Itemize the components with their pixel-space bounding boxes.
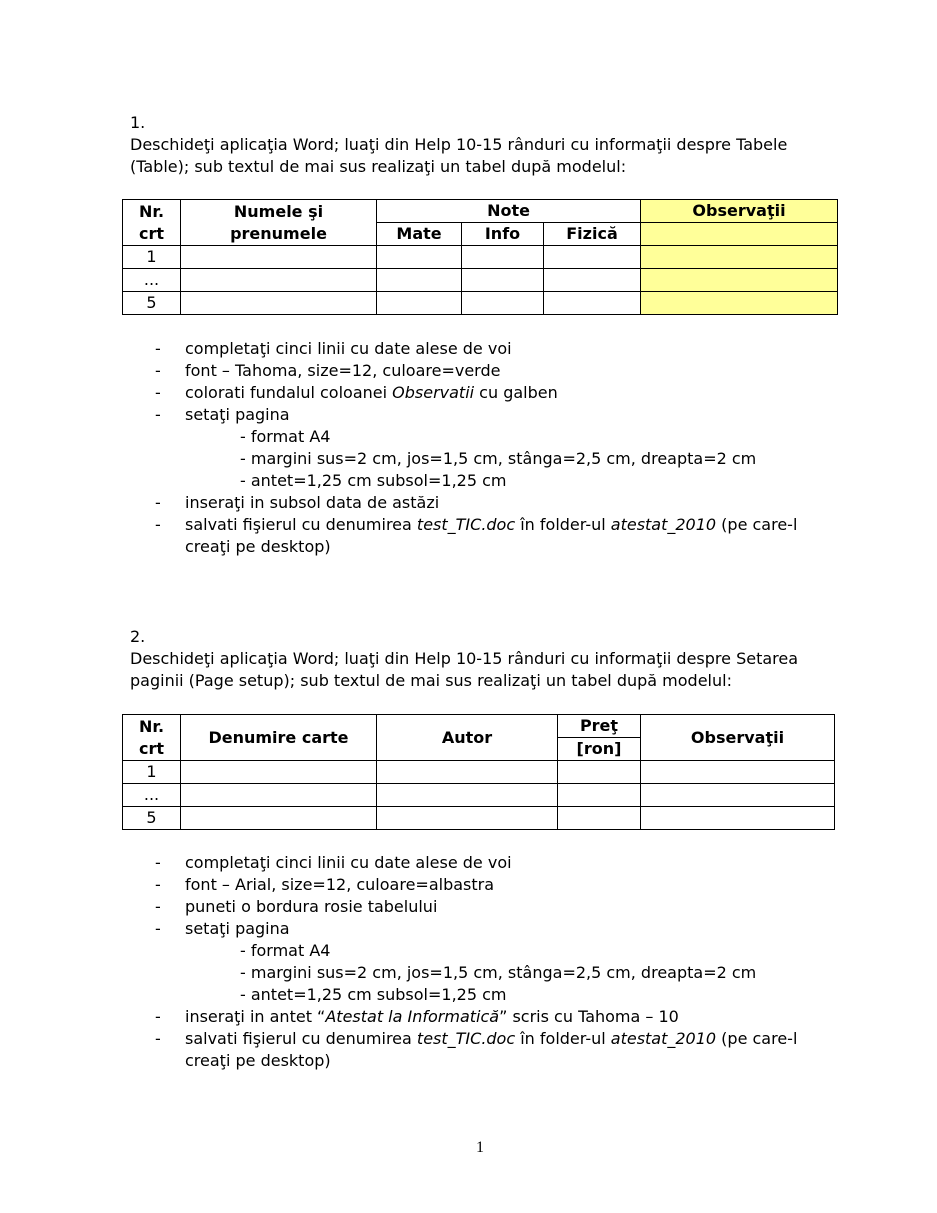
- exercise-2-line-2: paginii (Page setup); sub textul de mai sus realizaţi un tabel după modelul:: [130, 671, 732, 690]
- header-nr-crt: Nr. crt: [123, 200, 181, 246]
- table-cell: [181, 292, 377, 315]
- table-cell: [641, 807, 835, 830]
- table-cell: [377, 269, 462, 292]
- list-item: - salvati fişierul cu denumirea test_TIC.doc în folder-ul atestat_2010 (pe care-l creaţi pe desktop): [155, 515, 798, 556]
- list-item: - inseraţi in antet “Atestat la Informatică” scris cu Tahoma – 10: [155, 1007, 679, 1026]
- list-item: - puneti o bordura rosie tabelului: [155, 897, 438, 916]
- row-number: 5: [123, 292, 181, 315]
- list-item: - completaţi cinci linii cu date alese de voi: [155, 339, 512, 358]
- row-number: ...: [123, 784, 181, 807]
- list-item: - setaţi pagina: [155, 919, 290, 938]
- list-item: - font – Tahoma, size=12, culoare=verde: [155, 361, 501, 380]
- sub-list-item: - margini sus=2 cm, jos=1,5 cm, stânga=2,5 cm, dreapta=2 cm: [240, 449, 757, 468]
- header-autor: Autor: [377, 715, 558, 761]
- page-number: 1: [476, 1139, 484, 1156]
- sub-list-item: - margini sus=2 cm, jos=1,5 cm, stânga=2,5 cm, dreapta=2 cm: [240, 963, 757, 982]
- exercise-1-instructions: [155, 338, 855, 558]
- header-fizica: Fizică: [544, 223, 641, 246]
- books-table: [122, 714, 835, 830]
- table-cell: [377, 292, 462, 315]
- list-item: - inseraţi in subsol data de astăzi: [155, 493, 440, 512]
- list-item: - completaţi cinci linii cu date alese de voi: [155, 853, 512, 872]
- table-cell: [558, 761, 641, 784]
- table-row: [123, 292, 838, 315]
- observatii-cell: [641, 269, 838, 292]
- observatii-cell: [641, 246, 838, 269]
- header-denumire-carte: Denumire carte: [181, 715, 377, 761]
- table-cell: [181, 269, 377, 292]
- grades-table: [122, 199, 838, 315]
- table-row: [123, 807, 835, 830]
- header-mate: Mate: [377, 223, 462, 246]
- list-item: - colorati fundalul coloanei Observatii cu galben: [155, 383, 558, 402]
- table-cell: [544, 292, 641, 315]
- table-cell: [544, 246, 641, 269]
- table-cell: [462, 269, 544, 292]
- list-item: - font – Arial, size=12, culoare=albastra: [155, 875, 495, 894]
- observatii-cell: [641, 223, 838, 246]
- row-number: ...: [123, 269, 181, 292]
- exercise-1-line-1: Deschideţi aplicaţia Word; luaţi din Help 10-15 rânduri cu informaţii despre Tabele: [130, 135, 788, 154]
- table-cell: [558, 784, 641, 807]
- header-ron: [ron]: [558, 738, 641, 761]
- table-cell: [181, 784, 377, 807]
- table-cell: [544, 269, 641, 292]
- exercise-2-number: 2.: [130, 627, 146, 646]
- header-pret: Preţ: [558, 715, 641, 738]
- exercise-1-intro: [130, 112, 840, 178]
- table-row: [123, 761, 835, 784]
- header-observatii: Observaţii: [641, 200, 838, 223]
- header-observatii: Observaţii: [641, 715, 835, 761]
- table-cell: [641, 784, 835, 807]
- table-cell: [558, 807, 641, 830]
- exercise-1-number: 1.: [130, 113, 146, 132]
- sub-list-item: - antet=1,25 cm subsol=1,25 cm: [240, 471, 507, 490]
- sub-list-item: - antet=1,25 cm subsol=1,25 cm: [240, 985, 507, 1004]
- table-cell: [377, 246, 462, 269]
- exercise-2-intro: [130, 626, 840, 692]
- table-cell: [181, 246, 377, 269]
- table-row: [123, 246, 838, 269]
- header-note: Note: [377, 200, 641, 223]
- table-row: [123, 269, 838, 292]
- header-info: Info: [462, 223, 544, 246]
- table-cell: [377, 807, 558, 830]
- sub-list-item: - format A4: [240, 941, 331, 960]
- row-number: 1: [123, 246, 181, 269]
- row-number: 1: [123, 761, 181, 784]
- table-cell: [377, 761, 558, 784]
- table-cell: [181, 807, 377, 830]
- table-cell: [181, 761, 377, 784]
- table-cell: [462, 292, 544, 315]
- list-item: - salvati fişierul cu denumirea test_TIC.doc în folder-ul atestat_2010 (pe care-l creaţi pe desktop): [155, 1029, 798, 1070]
- exercise-1-line-2: (Table); sub textul de mai sus realizaţi un tabel după modelul:: [130, 157, 627, 176]
- header-nume-prenume: Numele şi prenumele: [181, 200, 377, 246]
- exercise-2-instructions: [155, 852, 855, 1072]
- table-cell: [641, 761, 835, 784]
- table-row: [123, 784, 835, 807]
- observatii-cell: [641, 292, 838, 315]
- table-cell: [462, 246, 544, 269]
- sub-list-item: - format A4: [240, 427, 331, 446]
- row-number: 5: [123, 807, 181, 830]
- list-item: - setaţi pagina: [155, 405, 290, 424]
- header-nr-crt: Nr. crt: [123, 715, 181, 761]
- table-cell: [377, 784, 558, 807]
- exercise-2-line-1: Deschideţi aplicaţia Word; luaţi din Help 10-15 rânduri cu informaţii despre Setarea: [130, 649, 799, 668]
